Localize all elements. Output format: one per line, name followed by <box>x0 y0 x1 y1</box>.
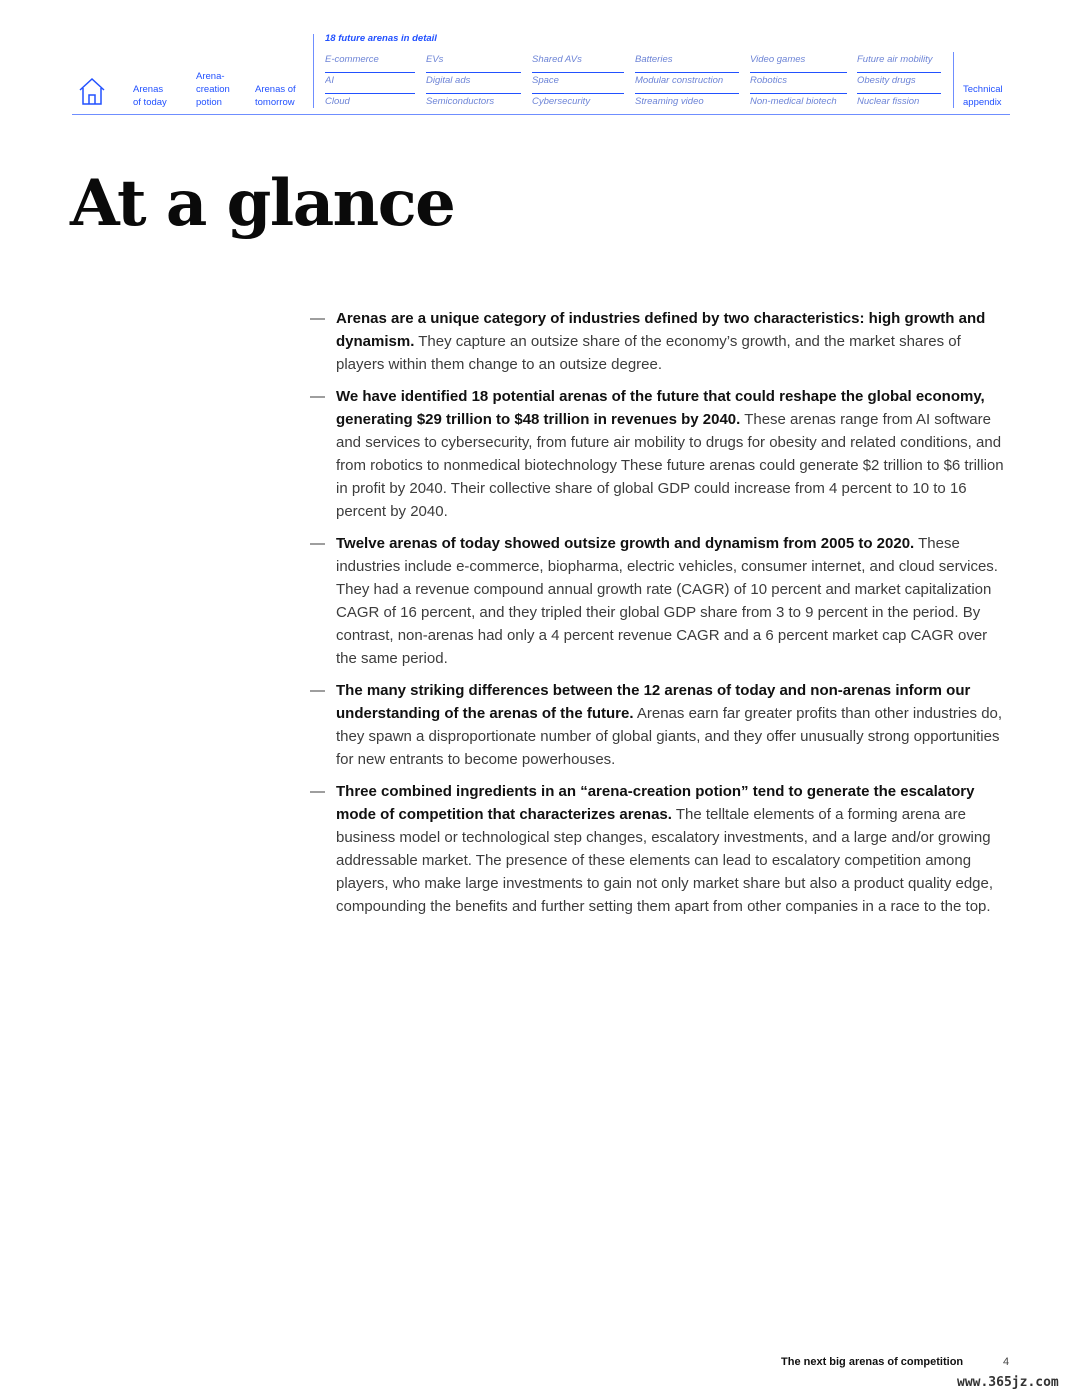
arena-link-batteries[interactable]: Batteries <box>635 52 739 73</box>
arena-link-future-air-mobility[interactable]: Future air mobility <box>857 52 941 73</box>
watermark: www.365jz.com <box>957 1375 1059 1390</box>
arena-link-cloud[interactable]: Cloud <box>325 96 350 107</box>
list-item <box>310 532 1010 670</box>
bullet-body: The telltale elements of a forming arena are business model or technological step changes, escalatory investments, and a large and/or growing addressable market. The presence of these elements can lead to escalatory competition among players, who make large investments to gain not only market share but also a product quality edge, compounding the benefits and further setting them apart from other companies in a race to the top. <box>336 806 994 915</box>
arena-link-space[interactable]: Space <box>532 73 624 94</box>
arena-link-shared-avs[interactable]: Shared AVs <box>532 52 624 73</box>
list-item <box>310 385 1010 523</box>
bullet-dash: — <box>310 535 325 552</box>
bullet-dash: — <box>310 783 325 800</box>
bullet-lead: Three combined ingredients in an “arena-creation potion” tend to generate the escalatory mode of competition that characterizes arenas. <box>336 783 975 823</box>
nav-arenas-of-today[interactable]: Arenas of today <box>133 84 167 108</box>
arena-link-video-games[interactable]: Video games <box>750 52 847 73</box>
nav-arena-creation-potion[interactable]: Arena- creation potion <box>196 71 230 108</box>
arena-link-ai[interactable]: AI <box>325 73 415 94</box>
arena-link-e-commerce[interactable]: E-commerce <box>325 52 415 73</box>
list-item <box>310 679 1010 771</box>
footer-report-title: The next big arenas of competition <box>781 1356 964 1368</box>
bullet-lead: The many striking differences between the 12 arenas of today and non-arenas inform our understanding of the arenas of the future. <box>336 682 971 722</box>
bullet-body: Arenas earn far greater profits than other industries do, they spawn a disproportionate number of global giants, and they offer unusually strong opportunities for new entrants to become powerhouses. <box>336 705 1003 768</box>
bullet-lead: We have identified 18 potential arenas of the future that could reshape the global economy, generating $29 trillion to $48 trillion in revenues by 2040. <box>336 388 985 428</box>
future-arenas-heading: 18 future arenas in detail <box>325 33 437 44</box>
arena-link-evs[interactable]: EVs <box>426 52 521 73</box>
key-findings-list <box>310 307 1010 927</box>
arena-link-streaming-video[interactable]: Streaming video <box>635 96 704 107</box>
bullet-body: They capture an outsize share of the economy’s growth, and the market shares of players within them change to an outsize degree. <box>336 333 961 373</box>
page-number: 4 <box>1003 1356 1010 1368</box>
arena-link-modular-construction[interactable]: Modular construction <box>635 73 739 94</box>
bullet-dash: — <box>310 310 325 327</box>
bullet-lead: Arenas are a unique category of industries defined by two characteristics: high growth and dynamism. <box>336 310 986 350</box>
arena-link-semiconductors[interactable]: Semiconductors <box>426 96 495 107</box>
house-icon[interactable] <box>78 76 106 106</box>
future-arenas-grid <box>325 52 945 114</box>
bullet-body: These arenas range from AI software and services to cybersecurity, from future air mobility to drugs for obesity and related conditions, and from robotics to nonmedical biotechnology These future arenas could generate $2 trillion to $6 trillion in profit by 2040. Their collective share of global GDP could increase from 4 percent to 10 to 16 percent by 2040. <box>336 411 1004 520</box>
nav-divider <box>313 34 314 108</box>
arena-link-cybersecurity[interactable]: Cybersecurity <box>532 96 591 107</box>
top-navigation <box>72 30 1010 116</box>
nav-divider <box>953 52 954 108</box>
bullet-dash: — <box>310 388 325 405</box>
nav-bottom-rule <box>72 114 1010 115</box>
bullet-body: These industries include e-commerce, biopharma, electric vehicles, consumer internet, and cloud services. They had a revenue compound annual growth rate (CAGR) of 10 percent and market capitalization CAGR of 16 percent, and they tripled their global GDP share from 3 to 9 percent in the period. By contrast, non-arenas had only a 4 percent revenue CAGR and a 6 percent market cap CAGR over the same period. <box>336 535 998 667</box>
arena-link-digital-ads[interactable]: Digital ads <box>426 73 521 94</box>
nav-arenas-of-tomorrow[interactable]: Arenas of tomorrow <box>255 84 296 108</box>
arena-link-obesity-drugs[interactable]: Obesity drugs <box>857 73 941 94</box>
bullet-lead: Twelve arenas of today showed outsize growth and dynamism from 2005 to 2020. <box>336 535 915 552</box>
arena-link-non-medical-biotech[interactable]: Non-medical biotech <box>750 96 837 107</box>
arena-link-nuclear-fission[interactable]: Nuclear fission <box>857 96 920 107</box>
list-item <box>310 307 1010 376</box>
list-item <box>310 780 1010 918</box>
page-title: At a glance <box>70 166 455 241</box>
arena-link-robotics[interactable]: Robotics <box>750 73 847 94</box>
nav-technical-appendix[interactable]: Technical appendix <box>963 84 1003 108</box>
bullet-dash: — <box>310 682 325 699</box>
